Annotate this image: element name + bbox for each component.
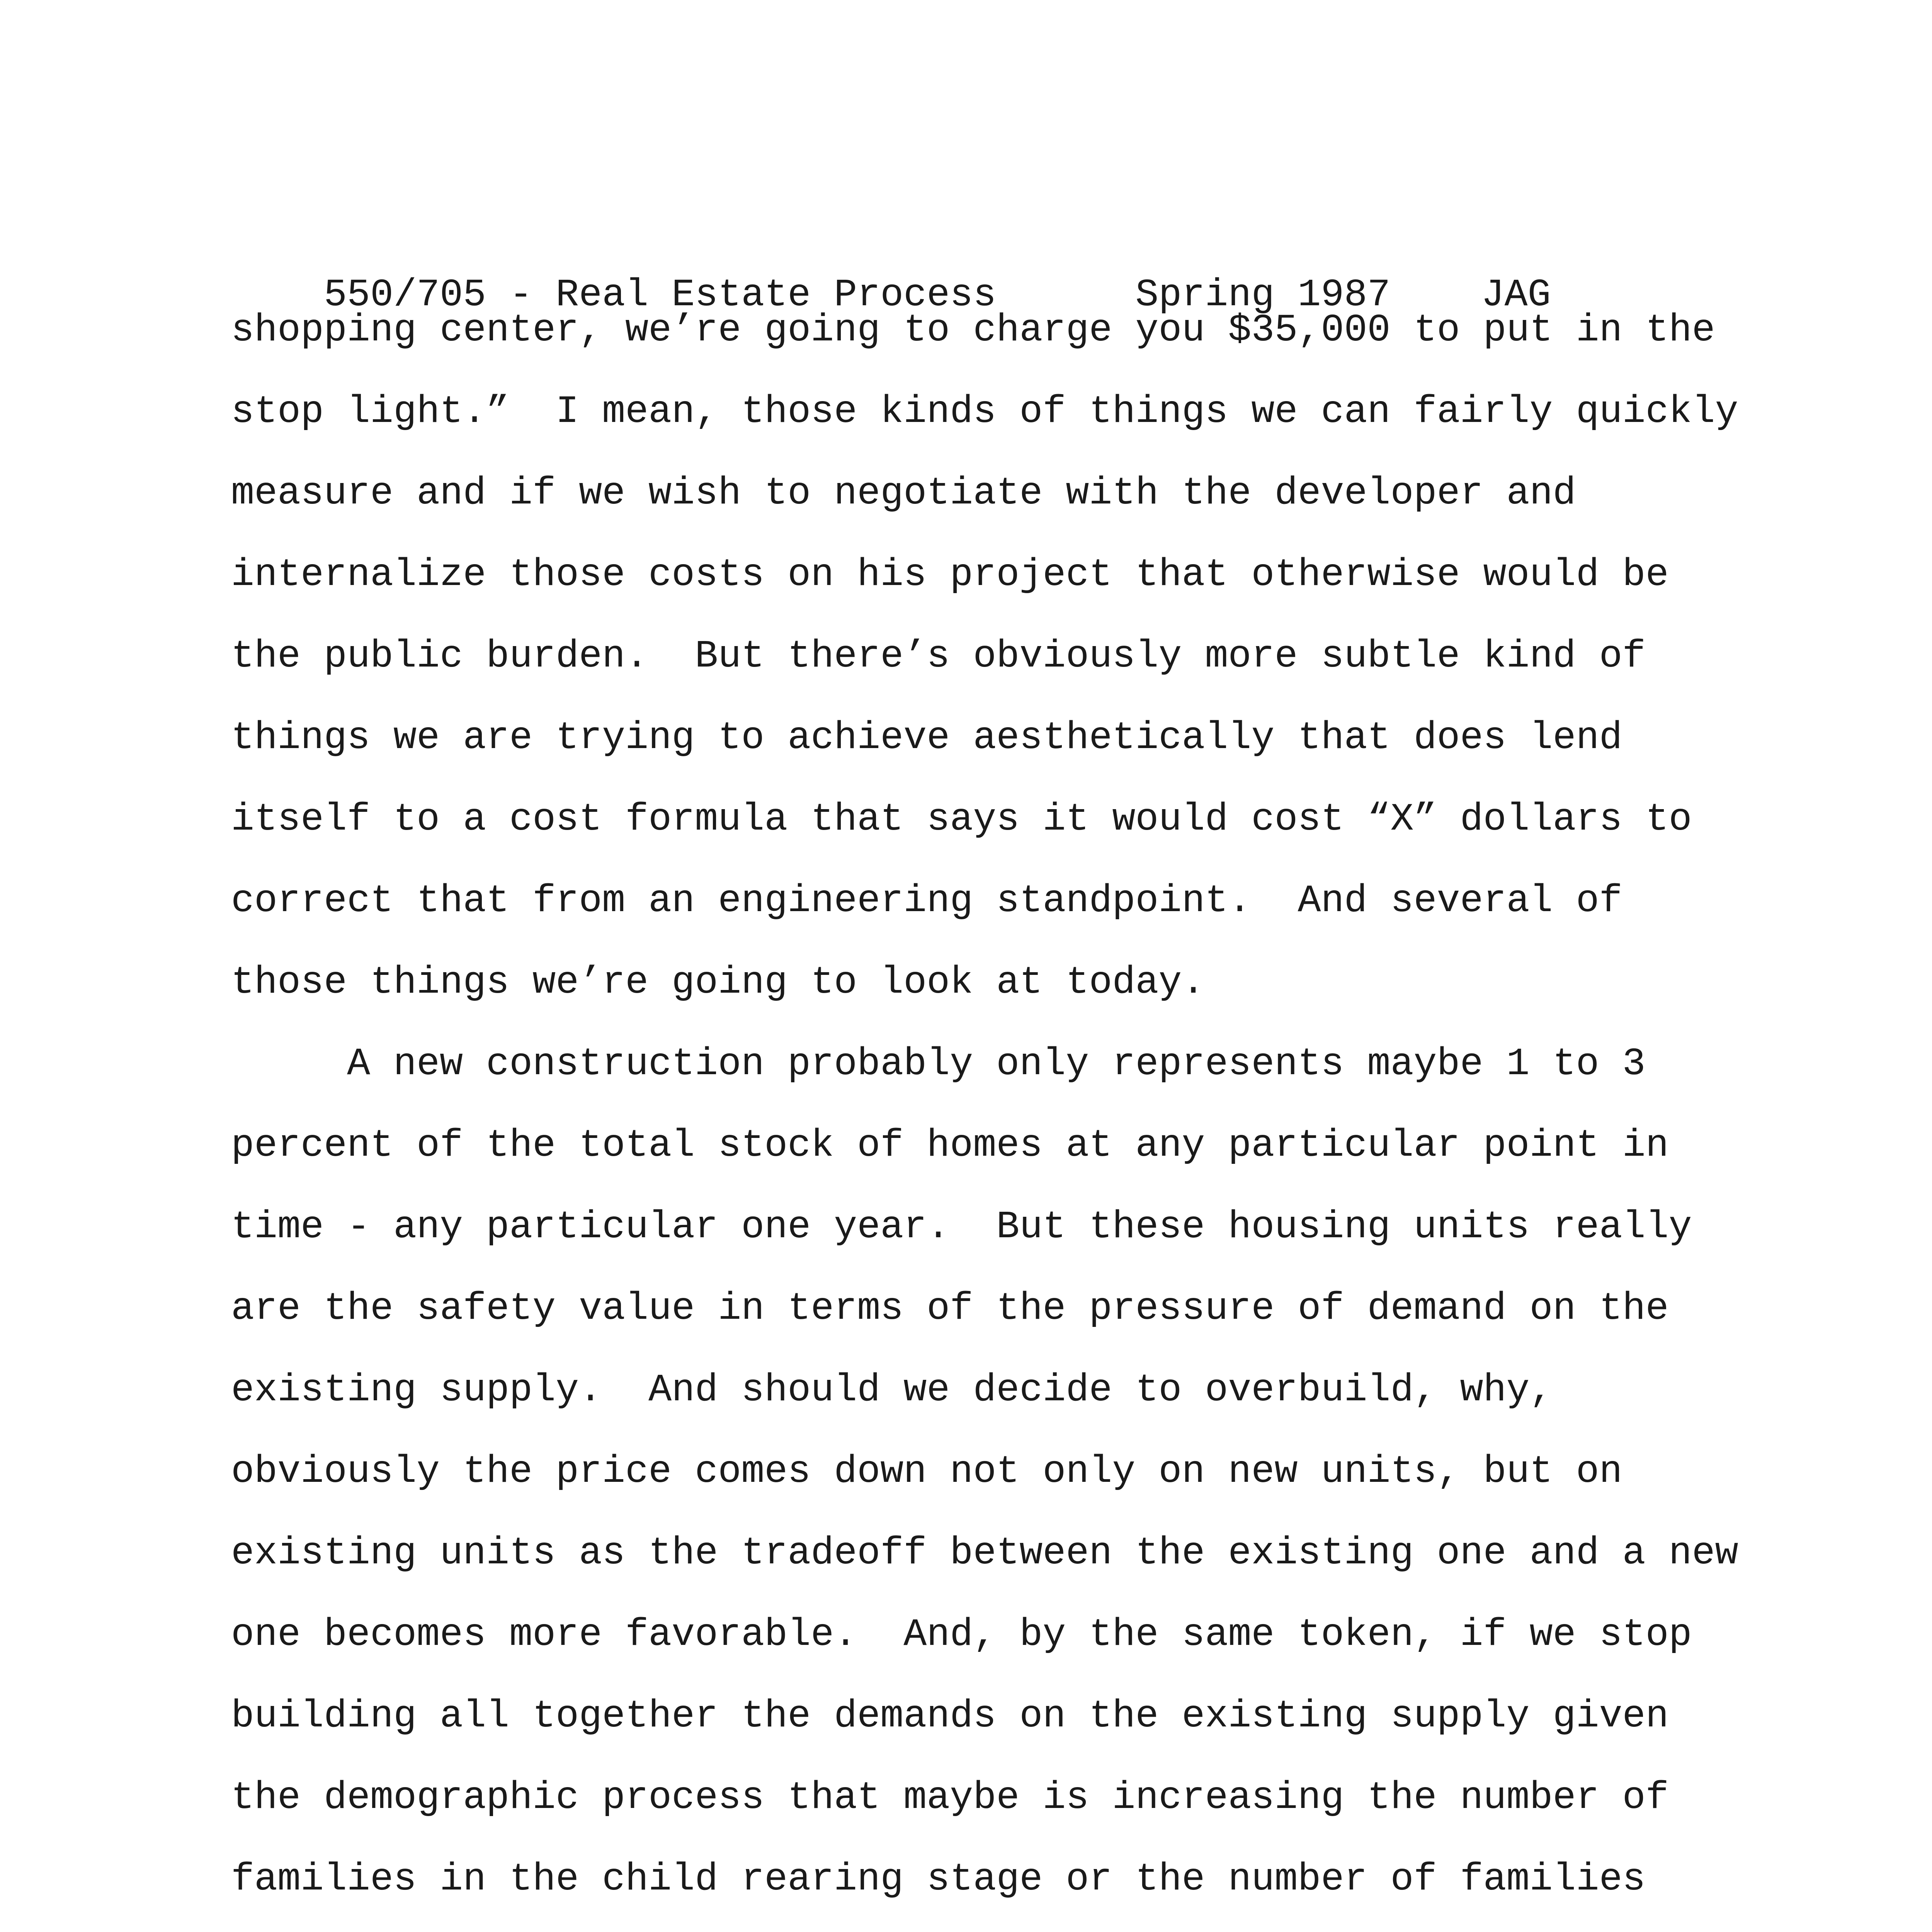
- text-line: building all together the demands on the existing supply given: [231, 1695, 1669, 1738]
- text-line: existing supply. And should we decide to overbuild, why,: [231, 1369, 1553, 1412]
- course-title: 550/705 - Real Estate Process: [324, 274, 997, 317]
- text-line: correct that from an engineering standpoint. And several of: [231, 879, 1622, 923]
- author-initials: JAG: [1481, 274, 1551, 317]
- paragraph-start-line: A new construction probably only represents maybe 1 to 3: [347, 1043, 1646, 1086]
- text-line: internalize those costs on his project that otherwise would be: [231, 553, 1669, 597]
- text-line: percent of the total stock of homes at any particular point in: [231, 1124, 1669, 1168]
- text-line: the public burden. But there’s obviously more subtle kind of: [231, 635, 1646, 679]
- text-line: shopping center, we’re going to charge you $35,000 to put in the: [231, 309, 1715, 352]
- text-line: existing units as the tradeoff between the existing one and a new: [231, 1532, 1738, 1575]
- text-line: itself to a cost formula that says it would cost “X” dollars to: [231, 798, 1692, 842]
- text-line: families in the child rearing stage or the number of families: [231, 1858, 1646, 1901]
- page-header: [231, 226, 1551, 317]
- text-line: stop light.” I mean, those kinds of things we can fairly quickly: [231, 390, 1738, 434]
- text-line: one becomes more favorable. And, by the same token, if we stop: [231, 1613, 1692, 1657]
- text-line: are the safety value in terms of the pressure of demand on the: [231, 1287, 1669, 1331]
- text-line: obviously the price comes down not only on new units, but on: [231, 1450, 1622, 1494]
- term-label: Spring 1987: [1135, 274, 1391, 317]
- text-line: things we are trying to achieve aesthetically that does lend: [231, 716, 1622, 760]
- transcript-body: [231, 308, 1777, 1932]
- text-line: those things we’re going to look at today.: [231, 961, 1205, 1005]
- text-line: the demographic process that maybe is increasing the number of: [231, 1776, 1669, 1820]
- text-line: measure and if we wish to negotiate with the developer and: [231, 472, 1576, 515]
- text-line: time - any particular one year. But these housing units really: [231, 1206, 1692, 1249]
